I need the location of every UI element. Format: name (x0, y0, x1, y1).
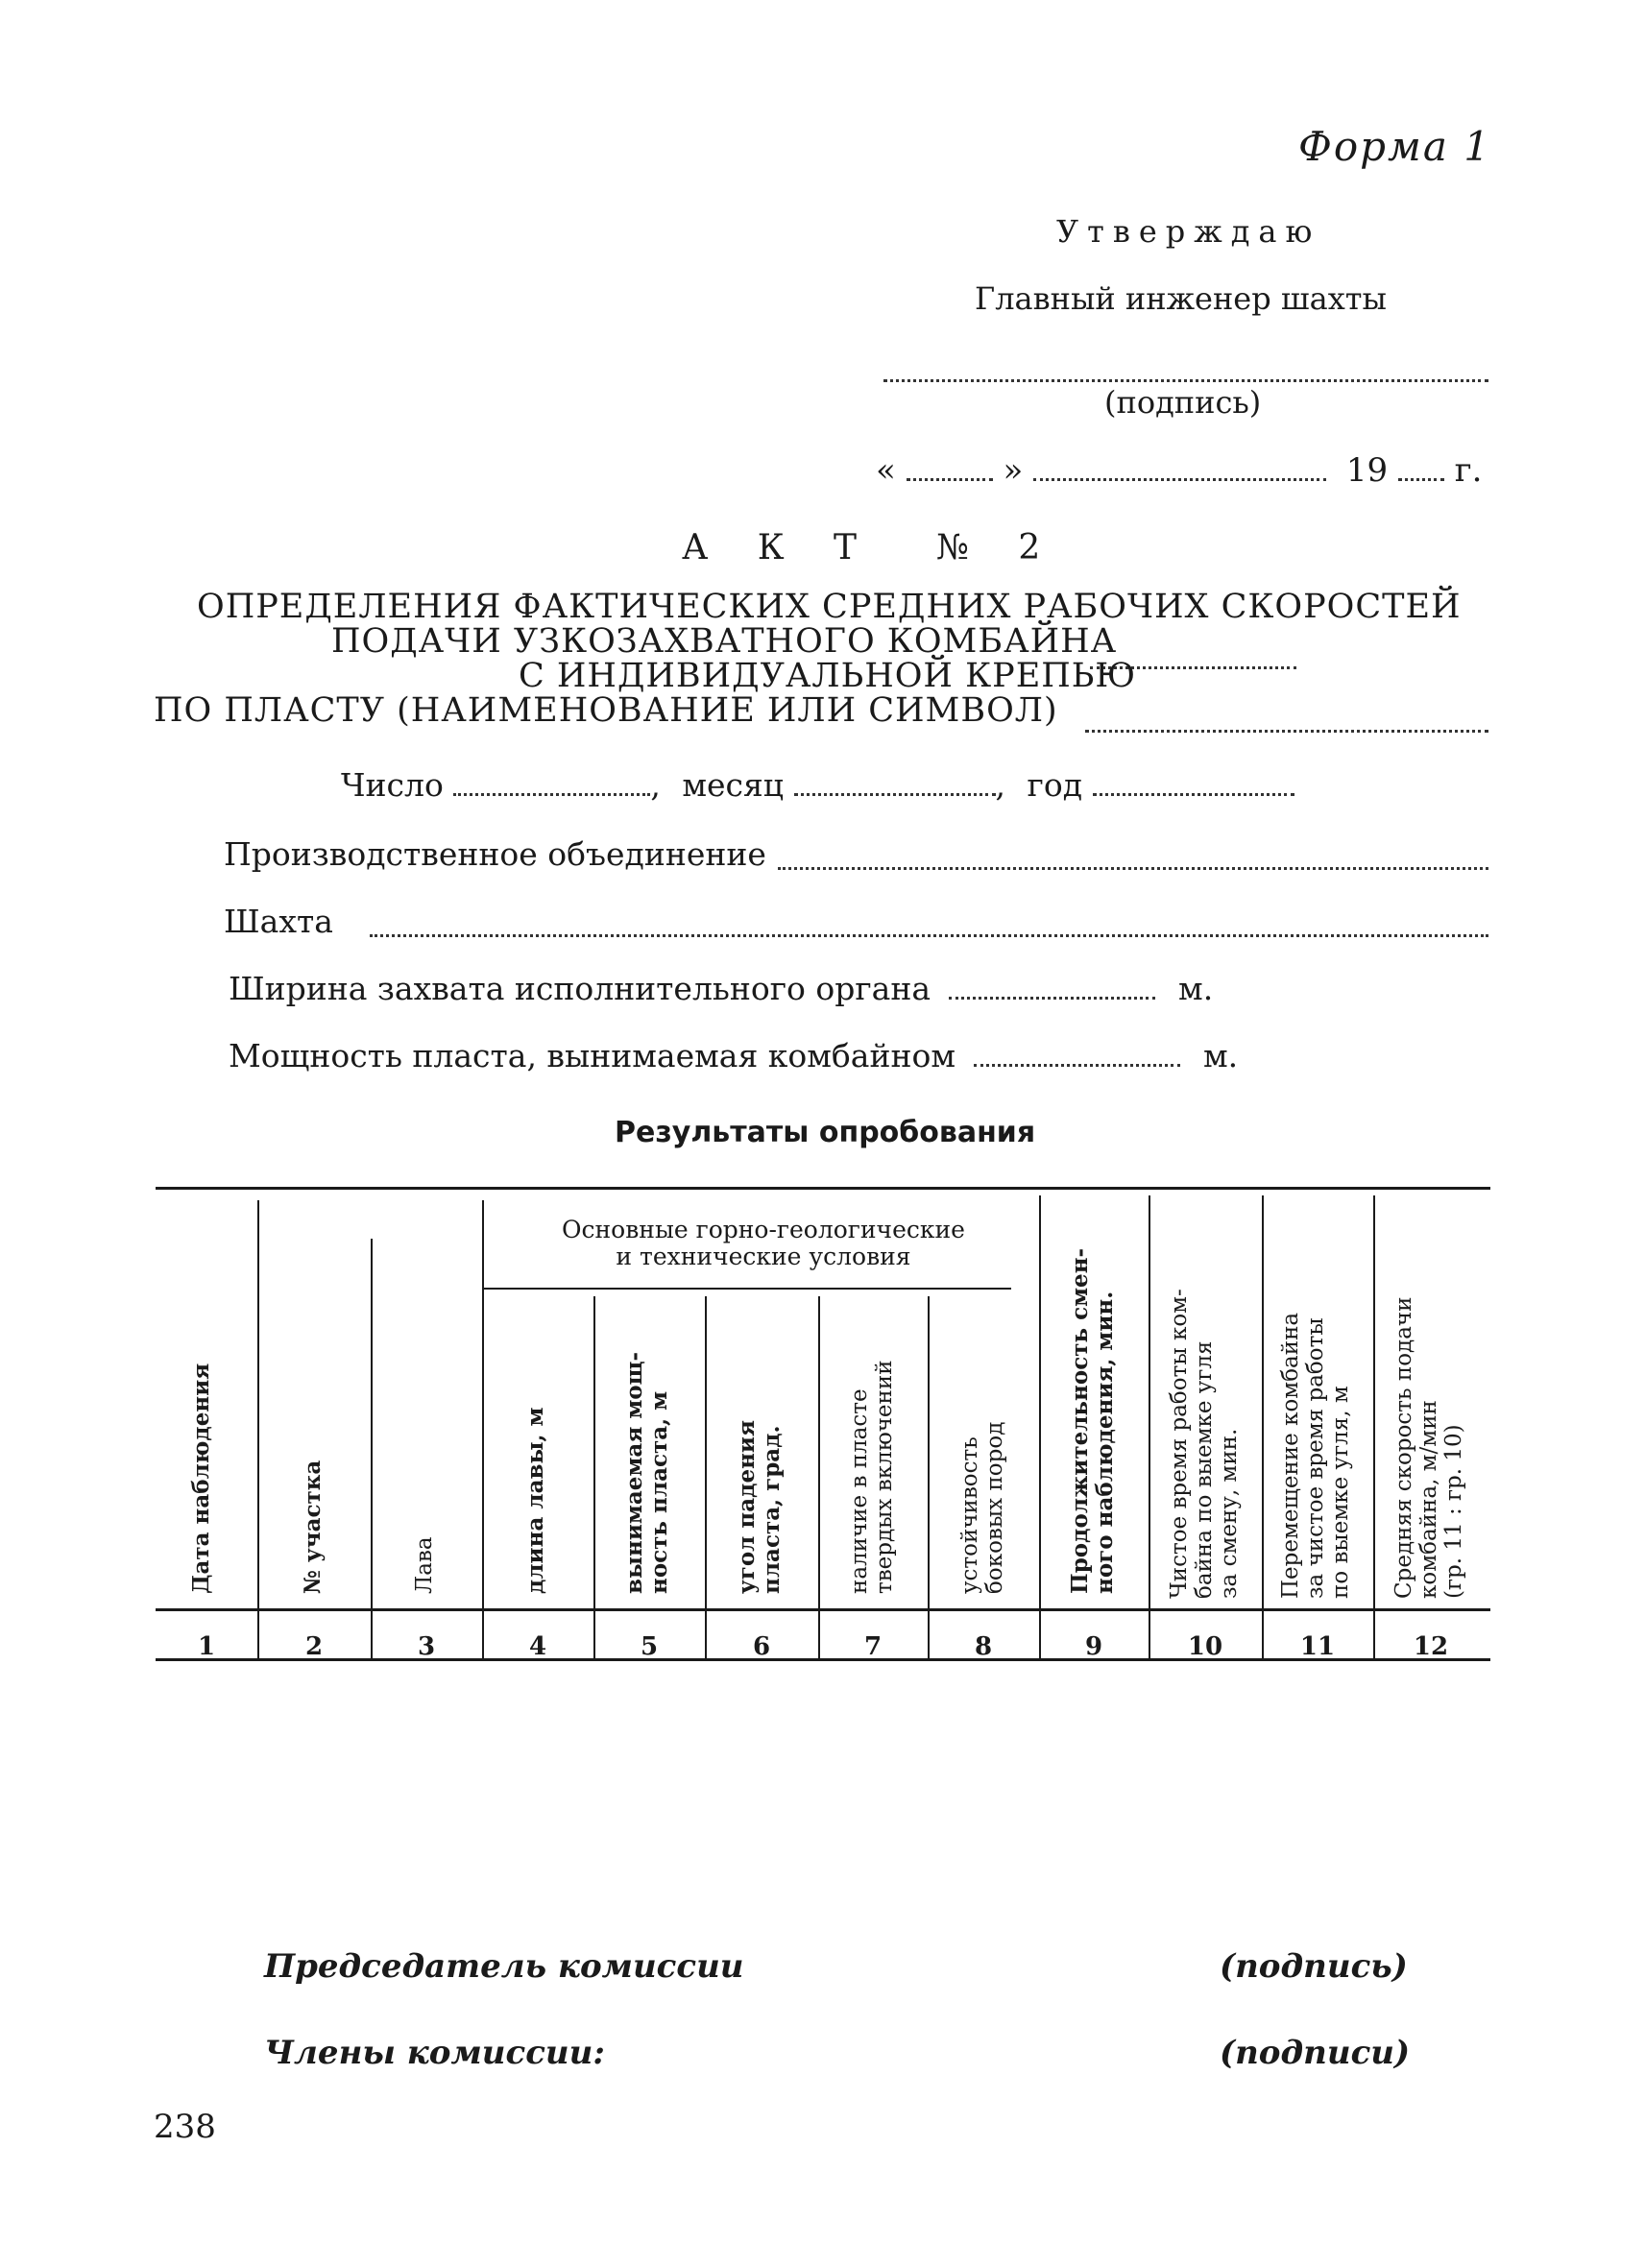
col-num-11: 11 (1299, 1632, 1336, 1661)
col-num-9: 9 (1084, 1632, 1103, 1661)
association-label: Производственное объединение (224, 835, 766, 873)
day-blank[interactable] (907, 470, 993, 481)
year-blank[interactable] (1398, 470, 1444, 481)
group-header-line-1: Основные горно-геологические (562, 1216, 965, 1243)
seam-name-blank[interactable] (1085, 722, 1488, 733)
approve-heading: Утверждаю (1056, 213, 1321, 250)
results-title: Результаты опробования (615, 1116, 1036, 1149)
col-divider-1 (257, 1200, 259, 1661)
chief-engineer-label: Главный инженер шахты (975, 280, 1387, 317)
col-header-8b: боковых пород (982, 1421, 1007, 1594)
width-field[interactable] (949, 989, 1155, 1000)
signature-field[interactable] (883, 370, 1488, 382)
thickness-field[interactable] (974, 1056, 1180, 1067)
association-field[interactable] (778, 859, 1488, 870)
signature-caption: (подпись) (1104, 384, 1262, 421)
col-header-10b: байна по выемке угля (1192, 1340, 1217, 1599)
thickness-label: Мощность пласта, вынимаемая комбайном (229, 1037, 956, 1074)
act-number: А К Т № 2 (682, 528, 1060, 567)
col-num-5: 5 (640, 1632, 659, 1661)
col-header-2: № участка (300, 1460, 326, 1594)
col-header-7a: наличие в пласте (847, 1388, 872, 1594)
title-line-4: ПО ПЛАСТУ (НАИМЕНОВАНИЕ ИЛИ СИМВОЛ) (154, 691, 1058, 730)
year-suffix: г. (1454, 451, 1483, 490)
col-divider-10 (1262, 1195, 1264, 1661)
col-header-9a: Продолжительность смен- (1067, 1247, 1093, 1594)
col-divider-2 (371, 1239, 373, 1661)
date-fields-row: Число , месяц , год (341, 766, 1294, 804)
width-row (229, 970, 1213, 1007)
col-divider-3 (482, 1200, 484, 1661)
col-divider-8 (1039, 1195, 1041, 1661)
chairman-signature[interactable]: (подпись) (1220, 1947, 1408, 1986)
col-divider-11 (1373, 1195, 1375, 1661)
col-header-4: длина лавы, м (522, 1407, 548, 1594)
year-prefix: 19 (1345, 451, 1389, 490)
year-label: год (1027, 766, 1083, 804)
col-header-9b: ного наблюдения, мин. (1092, 1291, 1118, 1594)
col-header-6a: угол падения (734, 1420, 760, 1594)
group-header-line-2: и технические условия (616, 1243, 911, 1270)
col-divider-6 (818, 1296, 820, 1661)
col-header-1: Дата наблюдения (188, 1363, 214, 1594)
title-line-3: С ИНДИВИДУАЛЬНОЙ КРЕПЬЮ (519, 657, 1137, 695)
col-num-8: 8 (974, 1632, 993, 1661)
col-divider-7 (928, 1296, 930, 1661)
mine-field[interactable] (370, 927, 1488, 937)
approval-date-line (876, 451, 1482, 490)
mine-label: Шахта (224, 903, 333, 940)
col-header-6b: пласта, град. (759, 1425, 785, 1594)
col-header-12b: комбайна, м/мин (1416, 1400, 1441, 1599)
open-quote: « (876, 451, 896, 490)
col-header-11b: за чистое время работы (1303, 1317, 1328, 1599)
col-header-11c: по выемке угля, м (1328, 1386, 1353, 1599)
col-header-7b: твердых включений (872, 1360, 897, 1594)
col-num-7: 7 (863, 1632, 883, 1661)
col-header-11a: Перемещение комбайна (1278, 1312, 1303, 1599)
thickness-unit: м. (1203, 1037, 1239, 1074)
group-header-rule (483, 1288, 1011, 1290)
width-unit: м. (1178, 970, 1214, 1007)
day-field[interactable] (453, 785, 650, 796)
col-num-10: 10 (1187, 1632, 1223, 1661)
page-number: 238 (154, 2108, 216, 2146)
col-header-5a: вынимаемая мощ- (621, 1351, 647, 1594)
title-line-1: ОПРЕДЕЛЕНИЯ ФАКТИЧЕСКИХ СРЕДНИХ РАБОЧИХ СКОРОСТЕЙ (197, 588, 1462, 626)
month-blank[interactable] (1033, 470, 1326, 481)
col-header-3: Лава (412, 1536, 437, 1594)
table-top-border (156, 1187, 1490, 1190)
col-header-12a: Средняя скорость подачи (1391, 1296, 1416, 1599)
day-label: Число (341, 766, 444, 804)
col-divider-5 (705, 1296, 707, 1661)
width-label: Ширина захвата исполнительного органа (229, 970, 931, 1007)
members-label: Члены комиссии: (264, 2034, 605, 2072)
col-num-1: 1 (197, 1632, 216, 1661)
form-label: Форма 1 (1298, 123, 1491, 170)
col-divider-4 (593, 1296, 595, 1661)
col-num-12: 12 (1413, 1632, 1449, 1661)
col-header-10a: Чистое время работы ком- (1167, 1289, 1192, 1599)
thickness-row (229, 1037, 1238, 1074)
col-num-3: 3 (417, 1632, 436, 1661)
chairman-label: Председатель комиссии (264, 1947, 744, 1986)
close-quote: » (1003, 451, 1024, 490)
col-divider-9 (1149, 1195, 1150, 1661)
table-bottom-border (156, 1658, 1490, 1661)
header-bottom-border (156, 1608, 1490, 1611)
title-line-2: ПОДАЧИ УЗКОЗАХВАТНОГО КОМБАЙНА (331, 622, 1118, 661)
col-num-2: 2 (304, 1632, 324, 1661)
col-header-5b: ность пласта, м (646, 1390, 672, 1594)
month-label: месяц (682, 766, 785, 804)
year-field[interactable] (1093, 785, 1294, 796)
col-num-6: 6 (752, 1632, 771, 1661)
col-num-4: 4 (528, 1632, 547, 1661)
month-field[interactable] (794, 785, 996, 796)
col-header-8a: устойчивость (957, 1436, 982, 1594)
col-header-12c: (гр. 11 : гр. 10) (1441, 1424, 1466, 1599)
members-signature[interactable]: (подписи) (1220, 2034, 1411, 2072)
col-header-10c: за смену, мин. (1217, 1428, 1242, 1599)
